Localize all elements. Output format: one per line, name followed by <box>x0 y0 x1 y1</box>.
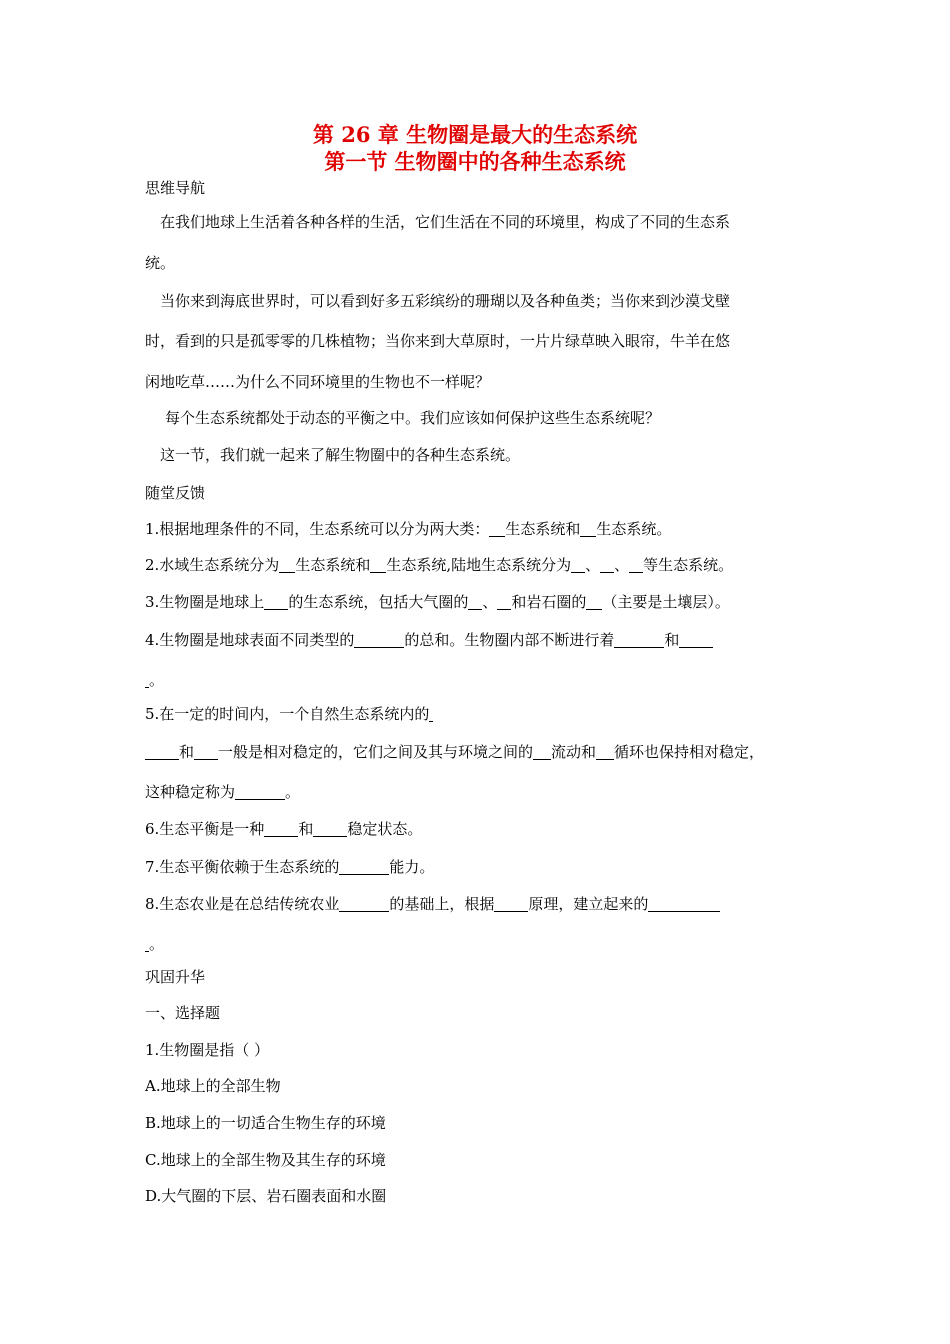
intro-paragraph-2-end: 闲地吃草……为什么不同环境里的生物也不一样呢？ <box>145 373 491 391</box>
intro-paragraph-4: 这一节，我们就一起来了解生物圈中的各种生态系统。 <box>160 446 521 464</box>
heading-choice: 一、选择题 <box>145 1004 221 1022</box>
blank <box>586 593 602 610</box>
question-1: 1.根据地理条件的不同，生态系统可以分为两大类： 生态系统和 生态系统。 <box>145 520 672 538</box>
intro-paragraph-3: 每个生态系统都处于动态的平衡之中。我们应该如何保护这些生态系统呢？ <box>165 409 661 427</box>
question-3: 3.生物圈是地球上 的生态系统，包括大气圈的 、 和岩石圈的 （主要是土壤层）。 <box>145 593 730 611</box>
blank <box>264 820 298 837</box>
question-8-cont: 。 <box>145 933 164 955</box>
question-4-cont: 。 <box>145 669 164 691</box>
question-4: 4.生物圈是地球表面不同类型的 的总和。生物圈内部不断进行着 和 <box>145 629 713 651</box>
blank <box>580 520 596 537</box>
option-a: A.地球上的全部生物 <box>145 1077 281 1095</box>
blank <box>489 520 505 537</box>
blank <box>497 593 511 610</box>
blank <box>648 895 720 912</box>
heading-consolidate: 巩固升华 <box>145 968 206 986</box>
option-c: C.地球上的全部生物及其生存的环境 <box>145 1151 386 1169</box>
blank <box>571 556 585 573</box>
blank <box>339 895 389 912</box>
blank <box>600 556 614 573</box>
question-5-end: 这种稳定称为 。 <box>145 783 301 801</box>
intro-paragraph-2: 当你来到海底世界时，可以看到好多五彩缤纷的珊瑚以及各种鱼类；当你来到沙漠戈壁 <box>160 292 731 310</box>
option-b: B.地球上的一切适合生物生存的环境 <box>145 1114 386 1132</box>
blank <box>494 895 528 912</box>
blank <box>370 556 386 573</box>
blank <box>596 743 614 760</box>
option-d: D.大气圈的下层、岩石圈表面和水圈 <box>145 1187 387 1205</box>
blank <box>629 556 643 573</box>
intro-paragraph-1: 在我们地球上生活着各种各样的生活，它们生活在不同的环境里，构成了不同的生态系 <box>160 213 731 231</box>
heading-feedback: 随堂反馈 <box>145 484 206 502</box>
section-title: 第一节 生物圈中的各种生态系统 <box>324 149 626 174</box>
question-5: 5.在一定的时间内，一个自然生态系统内的 <box>145 703 433 725</box>
blank <box>533 743 551 760</box>
question-8: 8.生态农业是在总结传统农业 的基础上，根据 原理，建立起来的 <box>145 893 720 915</box>
blank <box>339 858 389 875</box>
blank <box>235 783 285 800</box>
intro-paragraph-1-cont: 统。 <box>145 254 176 272</box>
question-6: 6.生态平衡是一种 和 稳定状态。 <box>145 820 423 838</box>
blank <box>429 705 433 722</box>
question-2: 2.水域生态系统分为 生态系统和 生态系统,陆地生态系统分为 、 、 等生态系统。 <box>145 556 734 574</box>
mc-question-1: 1.生物圈是指（ ） <box>145 1041 270 1059</box>
blank <box>194 743 218 760</box>
question-7: 7.生态平衡依赖于生态系统的 能力。 <box>145 858 435 876</box>
heading-guide: 思维导航 <box>145 179 206 197</box>
blank <box>614 631 664 648</box>
chapter-title: 第 26 章 生物圈是最大的生态系统 <box>312 122 638 147</box>
blank <box>145 743 179 760</box>
blank <box>468 593 482 610</box>
blank <box>279 556 295 573</box>
blank <box>354 631 404 648</box>
blank <box>264 593 288 610</box>
intro-paragraph-2-cont: 时，看到的只是孤零零的几株植物；当你来到大草原时，一片片绿草映入眼帘，牛羊在悠 <box>145 332 731 350</box>
blank <box>313 820 347 837</box>
blank <box>679 631 713 648</box>
question-5-cont: 和 一般是相对稳定的，它们之间及其与环境之间的 流动和 循环也保持相对稳定， <box>145 741 764 763</box>
